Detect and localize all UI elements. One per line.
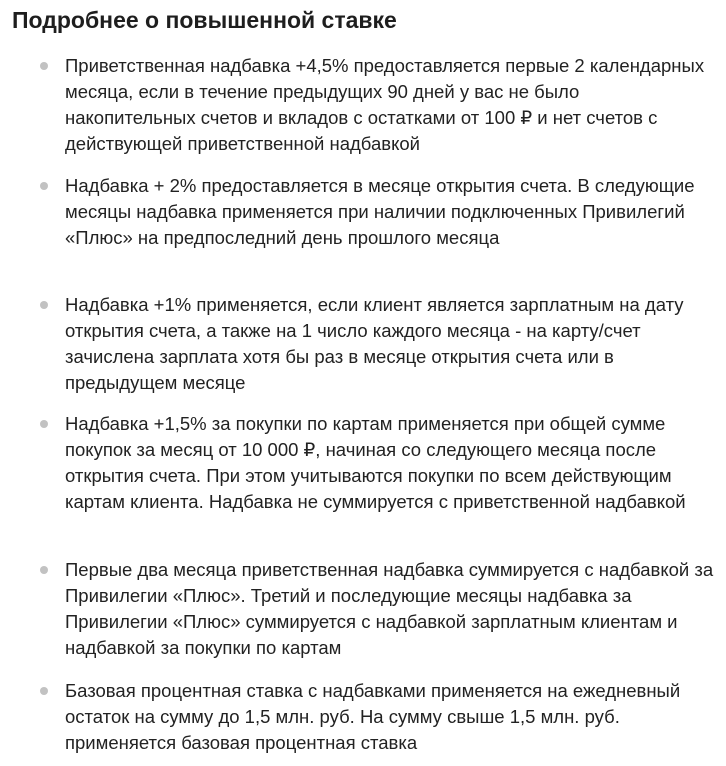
list-item-text: Приветственная надбавка +4,5% предоставляется первые 2 календарных месяца, если в течение предыдущих 90 дней у вас не было накопительных счетов и вкладов с остатками от 100 ₽ и нет счетов с действующей приветственной надбавкой xyxy=(65,55,705,154)
bullet-icon xyxy=(40,182,48,190)
list-item-text: Надбавка +1,5% за покупки по картам применяется при общей сумме покупок за месяц от 10 000 ₽, начиная со следующего месяца после открытия счета. При этом учитываются покупки по всем действующим картам клиента. Надбавка не суммируется с приветственной надбавкой xyxy=(65,413,686,512)
bullet-icon xyxy=(40,687,48,695)
list-item-text: Первые два месяца приветственная надбавка суммируется с надбавкой за Привилегии «Плюс». Третий и последующие месяцы надбавка за Привилегии «Плюс» суммируется с надбавкой зарплатным клиентам и надбавкой за покупки по картам xyxy=(65,559,714,658)
bullet-icon xyxy=(40,566,48,574)
bullet-icon xyxy=(40,62,48,70)
bullet-icon xyxy=(40,420,48,428)
section-title: Подробнее о повышенной ставке xyxy=(12,7,397,33)
list-item-text: Надбавка +1% применяется, если клиент является зарплатным на дату открытия счета, а также на 1 число каждого месяца - на карту/счет зачислена зарплата хотя бы раз в месяце открытия счета или в предыдущем месяце xyxy=(65,294,684,393)
list-item-text: Надбавка + 2% предоставляется в месяце открытия счета. В следующие месяцы надбавка применяется при наличии подключенных Привилегий «Плюс» на предпоследний день прошлого месяца xyxy=(65,175,695,248)
list-item-text: Базовая процентная ставка с надбавками применяется на ежедневный остаток на сумму до 1,5 млн. руб. На сумму свыше 1,5 млн. руб. применяется базовая процентная ставка xyxy=(65,680,681,753)
bullet-icon xyxy=(40,301,48,309)
